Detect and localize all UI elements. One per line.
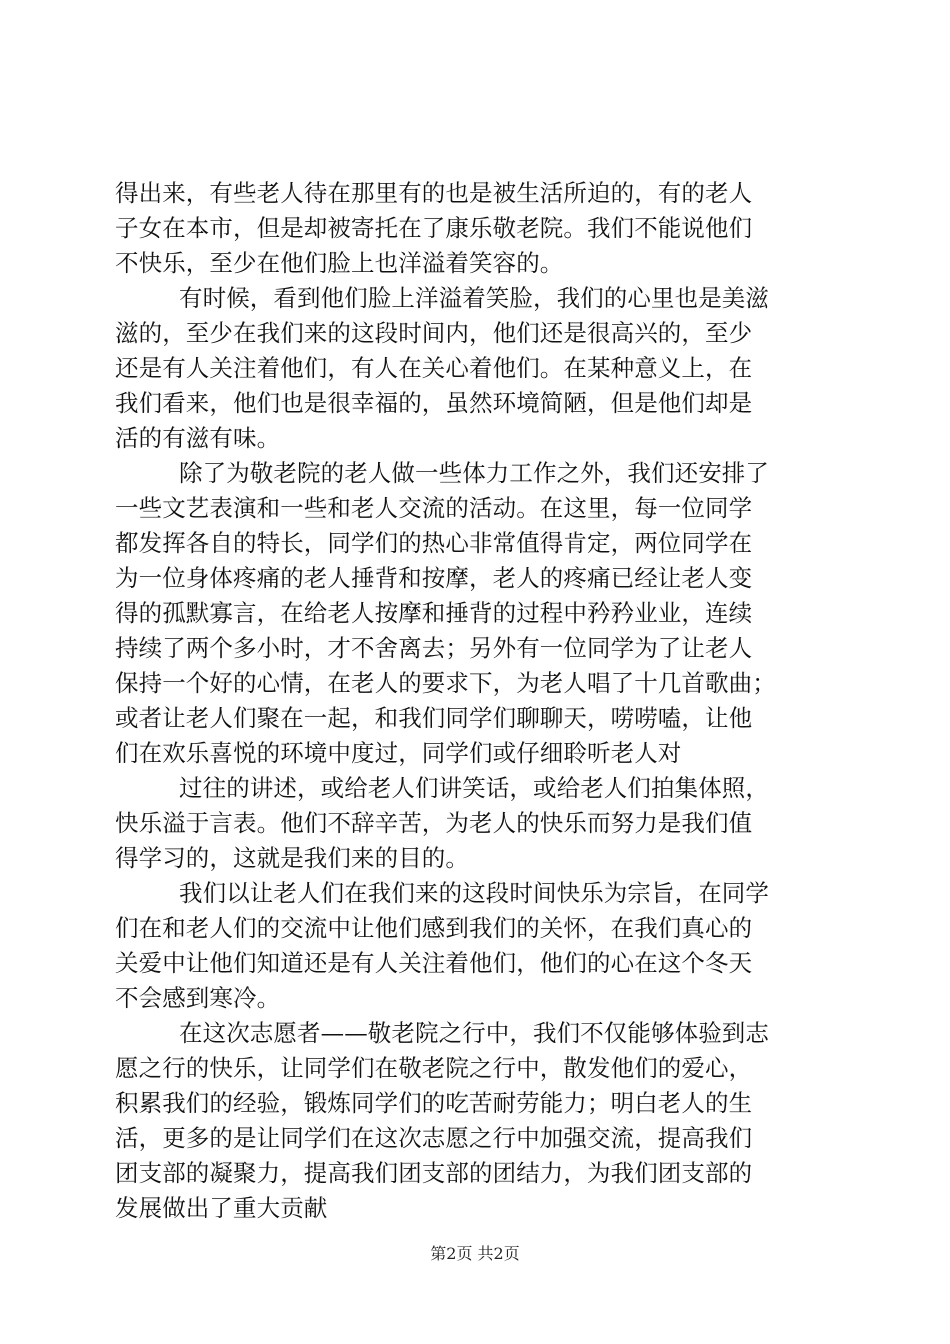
text-line: 积累我们的经验，锻炼同学们的吃苦耐劳能力；明白老人的生 (115, 1089, 753, 1117)
text-line: 或者让老人们聚在一起，和我们同学们聊聊天，唠唠嗑，让他 (115, 704, 753, 732)
text-line: 保持一个好的心情，在老人的要求下，为老人唱了十几首歌曲； (115, 669, 776, 697)
text-line: 团支部的凝聚力，提高我们团支部的团结力，为我们团支部的 (115, 1159, 753, 1187)
text-line: 都发挥各自的特长，同学们的热心非常值得肯定，两位同学在 (115, 529, 753, 557)
text-line: 持续了两个多小时，才不舍离去；另外有一位同学为了让老人 (115, 634, 753, 662)
text-line: 得学习的，这就是我们来的目的。 (115, 844, 469, 872)
text-line: 有时候，看到他们脸上洋溢着笑脸，我们的心里也是美滋 (179, 284, 769, 312)
text-line: 我们看来，他们也是很幸福的，虽然环境简陋，但是他们却是 (115, 389, 753, 417)
text-line: 滋的，至少在我们来的这段时间内，他们还是很高兴的，至少 (115, 319, 753, 347)
text-line: 愿之行的快乐，让同学们在敬老院之行中，散发他们的爱心， (115, 1054, 753, 1082)
text-line: 快乐溢于言表。他们不辞辛苦，为老人的快乐而努力是我们值 (115, 809, 753, 837)
text-line: 不快乐，至少在他们脸上也洋溢着笑容的。 (115, 249, 564, 277)
text-line: 我们以让老人们在我们来的这段时间快乐为宗旨，在同学 (179, 879, 769, 907)
text-line: 得的孤默寡言，在给老人按摩和捶背的过程中矜矜业业，连续 (115, 599, 753, 627)
text-line: 得出来，有些老人待在那里有的也是被生活所迫的，有的老人 (115, 179, 753, 207)
text-line: 在这次志愿者——敬老院之行中，我们不仅能够体验到志 (179, 1019, 769, 1047)
page-footer: 第2页 共2页 (430, 1244, 520, 1263)
text-line: 活，更多的是让同学们在这次志愿之行中加强交流，提高我们 (115, 1124, 753, 1152)
text-line: 们在和老人们的交流中让他们感到我们的关怀，在我们真心的 (115, 914, 753, 942)
text-line: 为一位身体疼痛的老人捶背和按摩，老人的疼痛已经让老人变 (115, 564, 753, 592)
text-line: 除了为敬老院的老人做一些体力工作之外，我们还安排了 (179, 459, 769, 487)
text-line: 不会感到寒冷。 (115, 984, 281, 1012)
text-line: 们在欢乐喜悦的环境中度过，同学们或仔细聆听老人对 (115, 739, 682, 767)
text-line: 活的有滋有味。 (115, 424, 281, 452)
text-line: 一些文艺表演和一些和老人交流的活动。在这里，每一位同学 (115, 494, 753, 522)
text-line: 还是有人关注着他们，有人在关心着他们。在某种意义上，在 (115, 354, 753, 382)
text-line: 关爱中让他们知道还是有人关注着他们，他们的心在这个冬天 (115, 949, 753, 977)
text-line: 子女在本市，但是却被寄托在了康乐敬老院。我们不能说他们 (115, 214, 753, 242)
body-text (115, 176, 835, 1226)
text-line: 发展做出了重大贡献 (115, 1194, 328, 1222)
text-line: 过往的讲述，或给老人们讲笑话，或给老人们拍集体照， (179, 774, 769, 802)
